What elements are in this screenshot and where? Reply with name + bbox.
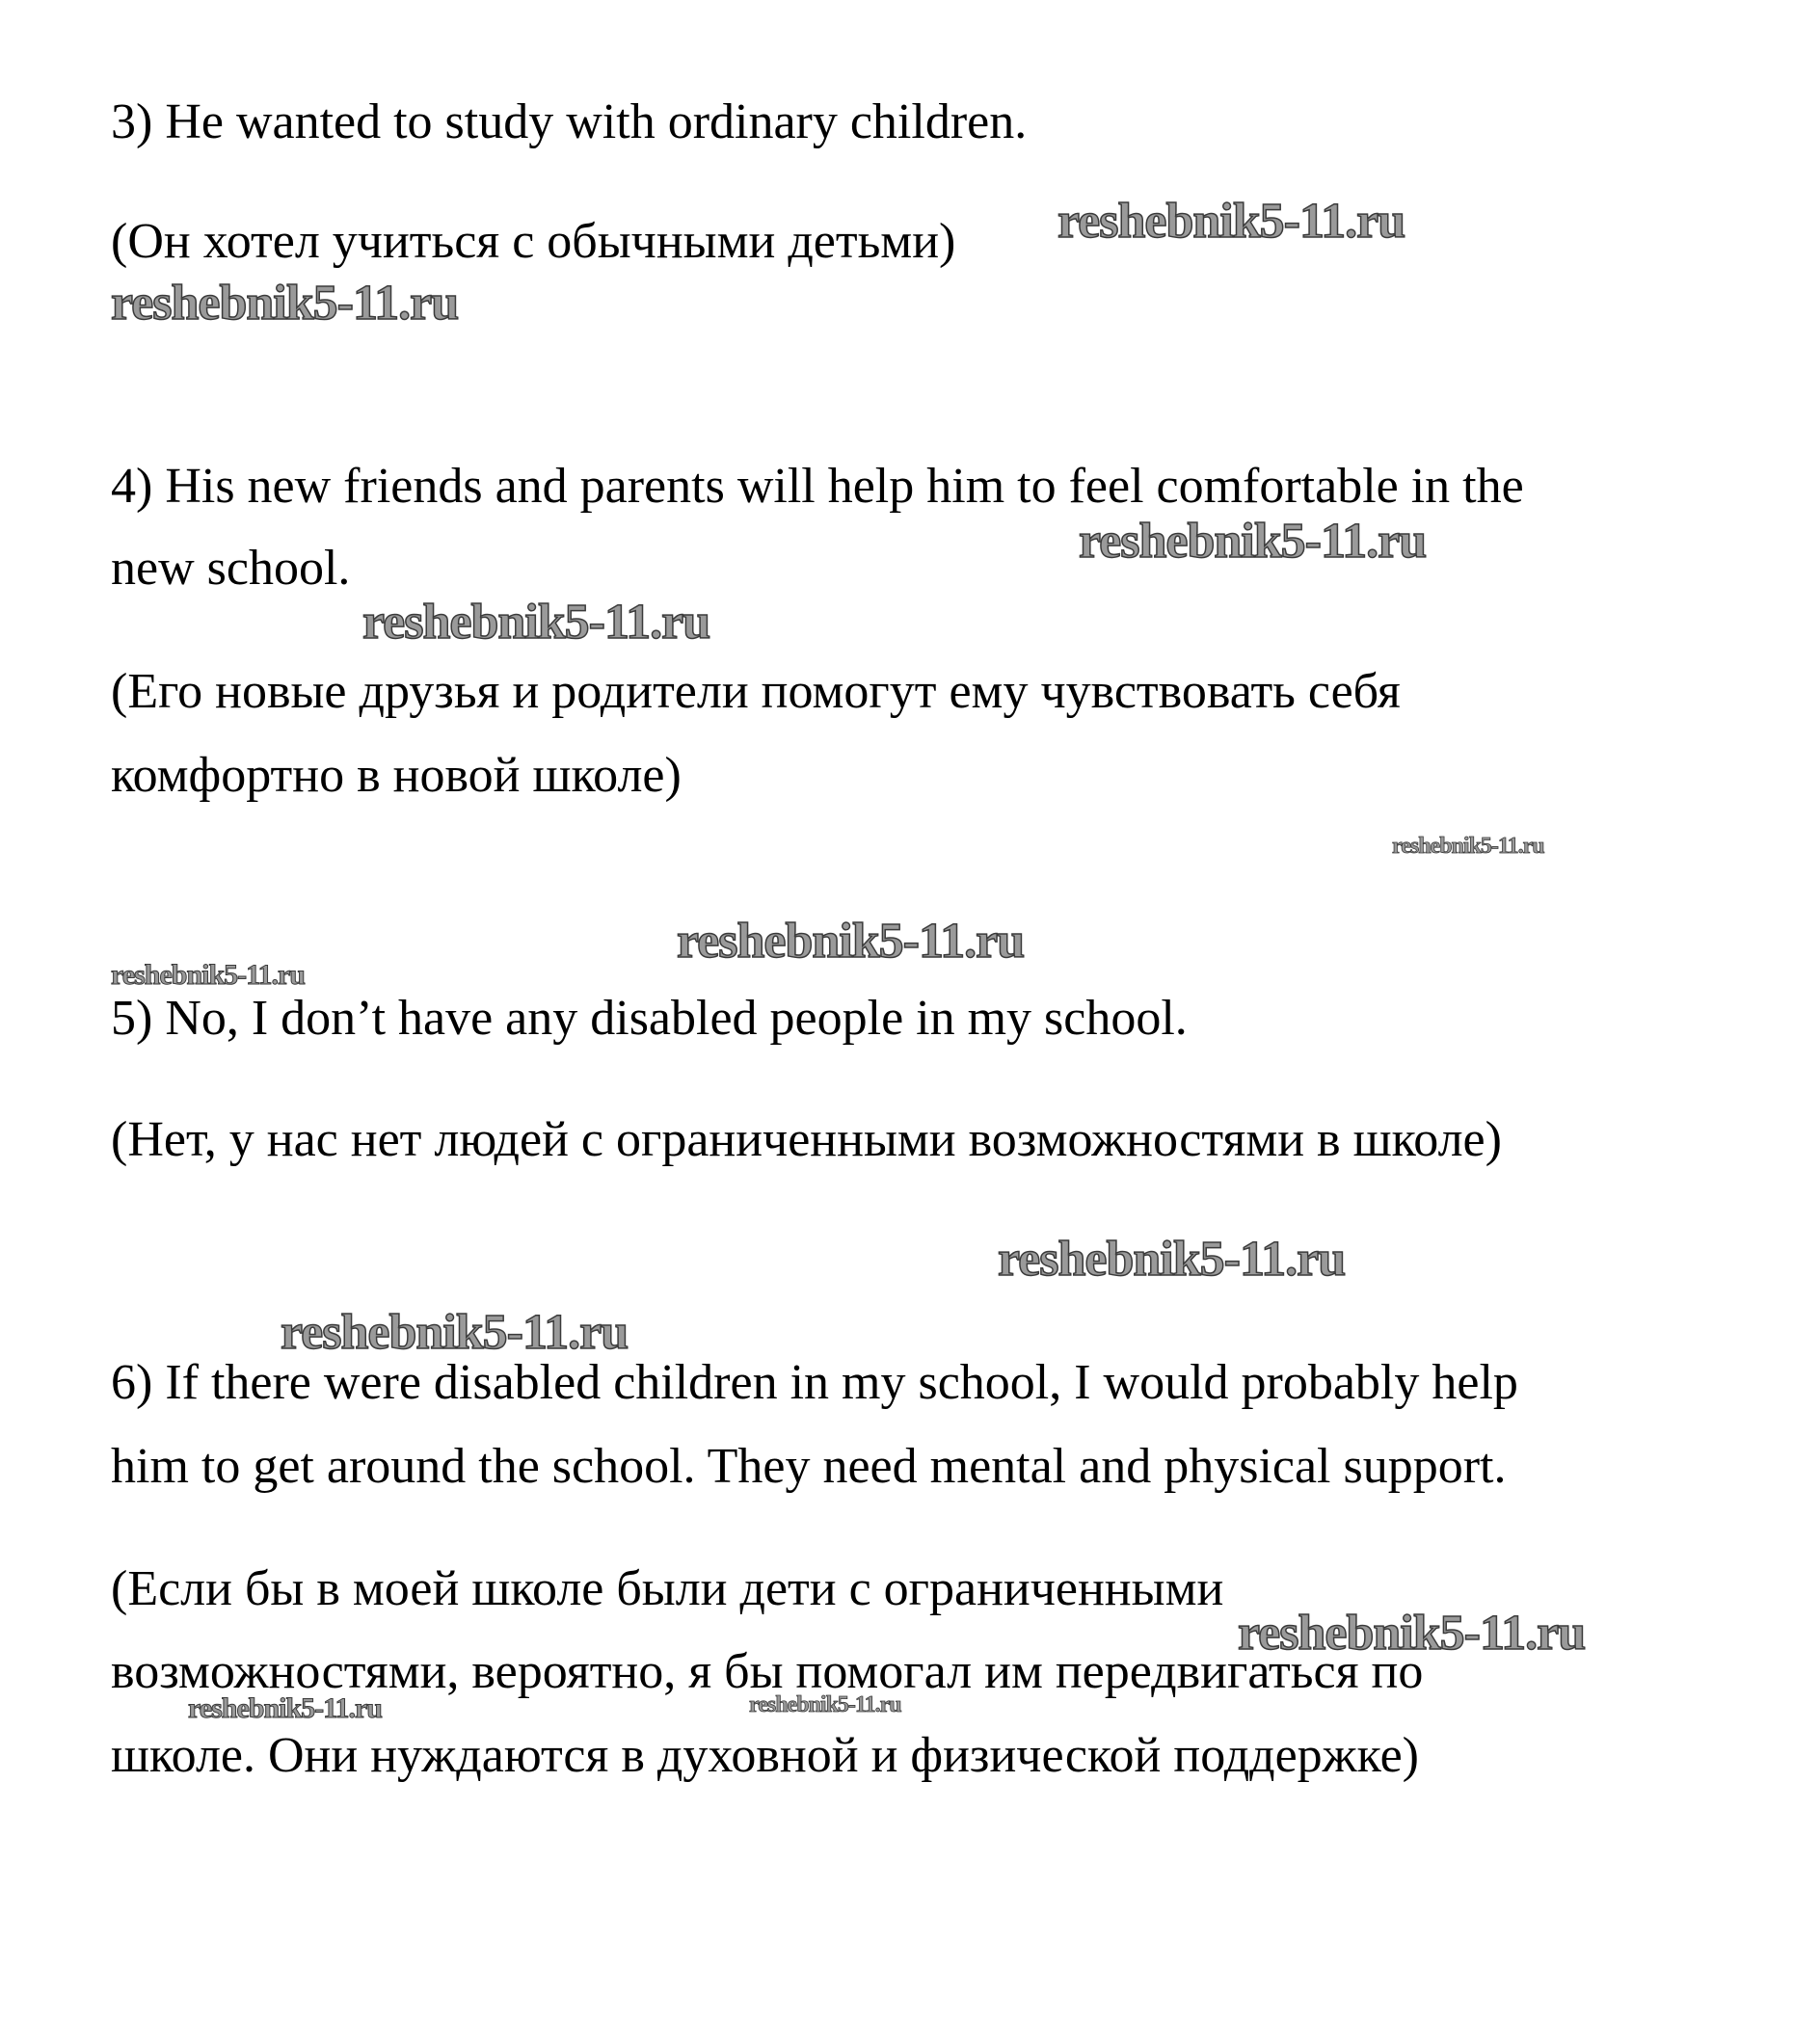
answer-6-russian-line1: (Если бы в моей школе были дети с ограниченными bbox=[111, 1561, 1224, 1616]
watermark: reshebnik5-11.ru bbox=[677, 914, 1025, 969]
answer-4-english-line1: 4) His new friends and parents will help him to feel comfortable in the bbox=[111, 459, 1524, 514]
answer-3-russian: (Он хотел учиться с обычными детьми) bbox=[111, 214, 956, 269]
answer-4-english-line2: new school. bbox=[111, 541, 351, 596]
watermark: reshebnik5-11.ru bbox=[998, 1232, 1346, 1287]
answer-5-english: 5) No, I don’t have any disabled people in my school. bbox=[111, 991, 1188, 1046]
watermark: reshebnik5-11.ru bbox=[281, 1305, 629, 1360]
answer-3-english: 3) He wanted to study with ordinary children. bbox=[111, 94, 1028, 149]
watermark: reshebnik5-11.ru bbox=[111, 959, 305, 991]
watermark: reshebnik5-11.ru bbox=[1392, 834, 1544, 859]
answer-6-russian-line3: школе. Они нуждаются в духовной и физической поддержке) bbox=[111, 1728, 1419, 1783]
watermark: reshebnik5-11.ru bbox=[749, 1692, 901, 1717]
watermark: reshebnik5-11.ru bbox=[1057, 194, 1405, 249]
answer-6-russian-line2: возможностями, вероятно, я бы помогал им передвигаться по bbox=[111, 1644, 1424, 1699]
watermark: reshebnik5-11.ru bbox=[188, 1692, 382, 1724]
answer-4-russian-line1: (Его новые друзья и родители помогут ему чувствовать себя bbox=[111, 664, 1401, 719]
answer-6-english-line2: him to get around the school. They need mental and physical support. bbox=[111, 1439, 1507, 1494]
answer-6-english-line1: 6) If there were disabled children in my school, I would probably help bbox=[111, 1355, 1518, 1410]
watermark: reshebnik5-11.ru bbox=[362, 595, 710, 650]
answer-4-russian-line2: комфортно в новой школе) bbox=[111, 748, 682, 803]
watermark: reshebnik5-11.ru bbox=[1079, 514, 1427, 569]
watermark: reshebnik5-11.ru bbox=[111, 276, 459, 331]
answer-5-russian: (Нет, у нас нет людей с ограниченными возможностями в школе) bbox=[111, 1112, 1502, 1167]
watermark: reshebnik5-11.ru bbox=[1238, 1606, 1586, 1661]
